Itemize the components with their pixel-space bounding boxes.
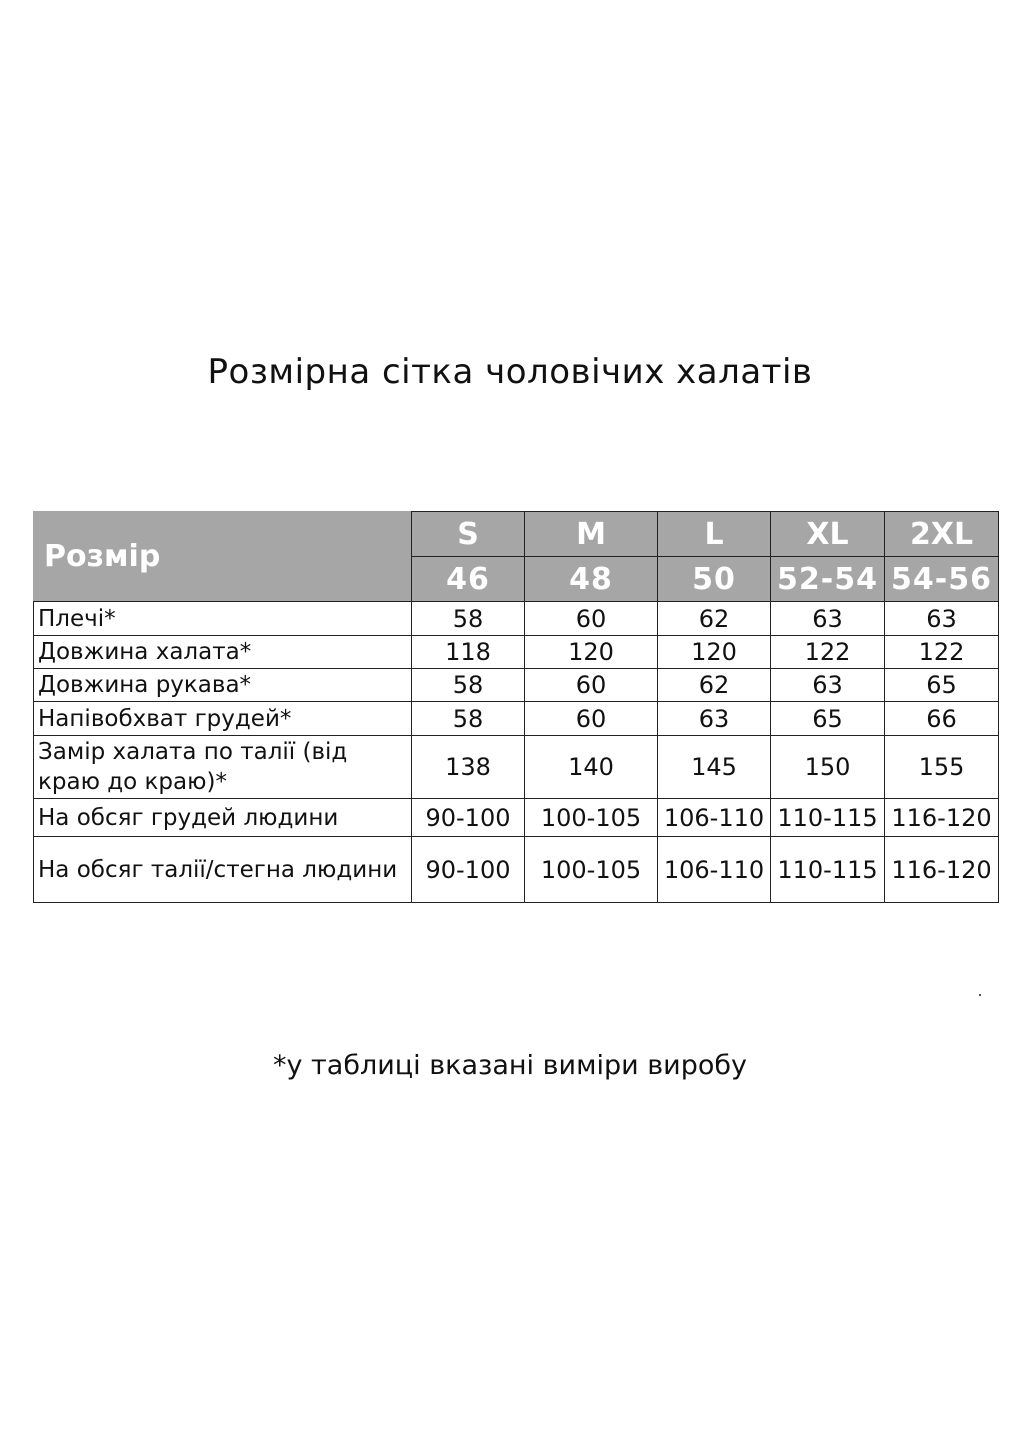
header-num-l: 50	[658, 557, 771, 602]
footnote: *у таблиці вказані виміри виробу	[272, 1050, 747, 1081]
cell-value: 122	[771, 636, 885, 669]
size-chart-table	[33, 511, 999, 903]
header-num-m: 48	[525, 557, 658, 602]
cell-value: 145	[658, 736, 771, 799]
cell-value: 90-100	[412, 799, 525, 837]
header-row-letter-sizes	[34, 512, 999, 557]
cell-value: 65	[885, 669, 999, 702]
header-num-s: 46	[412, 557, 525, 602]
cell-value: 100-105	[525, 799, 658, 837]
cell-value: 106-110	[658, 799, 771, 837]
row-label: Плечі*	[34, 602, 412, 636]
cell-value: 60	[525, 669, 658, 702]
header-size-m: M	[525, 512, 658, 557]
cell-value: 116-120	[885, 799, 999, 837]
cell-value: 155	[885, 736, 999, 799]
cell-value: 63	[771, 602, 885, 636]
page-title: Розмірна сітка чоловічих халатів	[207, 352, 813, 392]
row-label: На обсяг талії/стегна людини	[34, 837, 412, 903]
header-size-l: L	[658, 512, 771, 557]
header-size-xl: XL	[771, 512, 885, 557]
cell-value: 150	[771, 736, 885, 799]
cell-value: 63	[658, 702, 771, 736]
cell-value: 110-115	[771, 799, 885, 837]
cell-value: 116-120	[885, 837, 999, 903]
cell-value: 65	[771, 702, 885, 736]
row-label: Довжина рукава*	[34, 669, 412, 702]
table-row	[34, 602, 999, 636]
row-label: Довжина халата*	[34, 636, 412, 669]
cell-value: 58	[412, 602, 525, 636]
cell-value: 63	[771, 669, 885, 702]
cell-value: 122	[885, 636, 999, 669]
cell-value: 120	[658, 636, 771, 669]
header-size-s: S	[412, 512, 525, 557]
cell-value: 62	[658, 602, 771, 636]
stray-dot	[979, 994, 981, 996]
table-row	[34, 702, 999, 736]
table-row	[34, 636, 999, 669]
table-row	[34, 837, 999, 903]
cell-value: 90-100	[412, 837, 525, 903]
row-label: Замір халата по талії (від краю до краю)*	[34, 736, 412, 799]
cell-value: 120	[525, 636, 658, 669]
cell-value: 106-110	[658, 837, 771, 903]
cell-value: 118	[412, 636, 525, 669]
row-label: Напівобхват грудей*	[34, 702, 412, 736]
cell-value: 140	[525, 736, 658, 799]
table-row	[34, 799, 999, 837]
cell-value: 110-115	[771, 837, 885, 903]
row-label: На обсяг грудей людини	[34, 799, 412, 837]
header-num-xl: 52-54	[771, 557, 885, 602]
header-num-2xl: 54-56	[885, 557, 999, 602]
header-size-2xl: 2XL	[885, 512, 999, 557]
cell-value: 63	[885, 602, 999, 636]
table-row	[34, 669, 999, 702]
cell-value: 138	[412, 736, 525, 799]
cell-value: 60	[525, 602, 658, 636]
cell-value: 60	[525, 702, 658, 736]
cell-value: 100-105	[525, 837, 658, 903]
header-size-label: Розмір	[34, 512, 412, 602]
cell-value: 58	[412, 669, 525, 702]
cell-value: 62	[658, 669, 771, 702]
cell-value: 58	[412, 702, 525, 736]
table-row	[34, 736, 999, 799]
cell-value: 66	[885, 702, 999, 736]
